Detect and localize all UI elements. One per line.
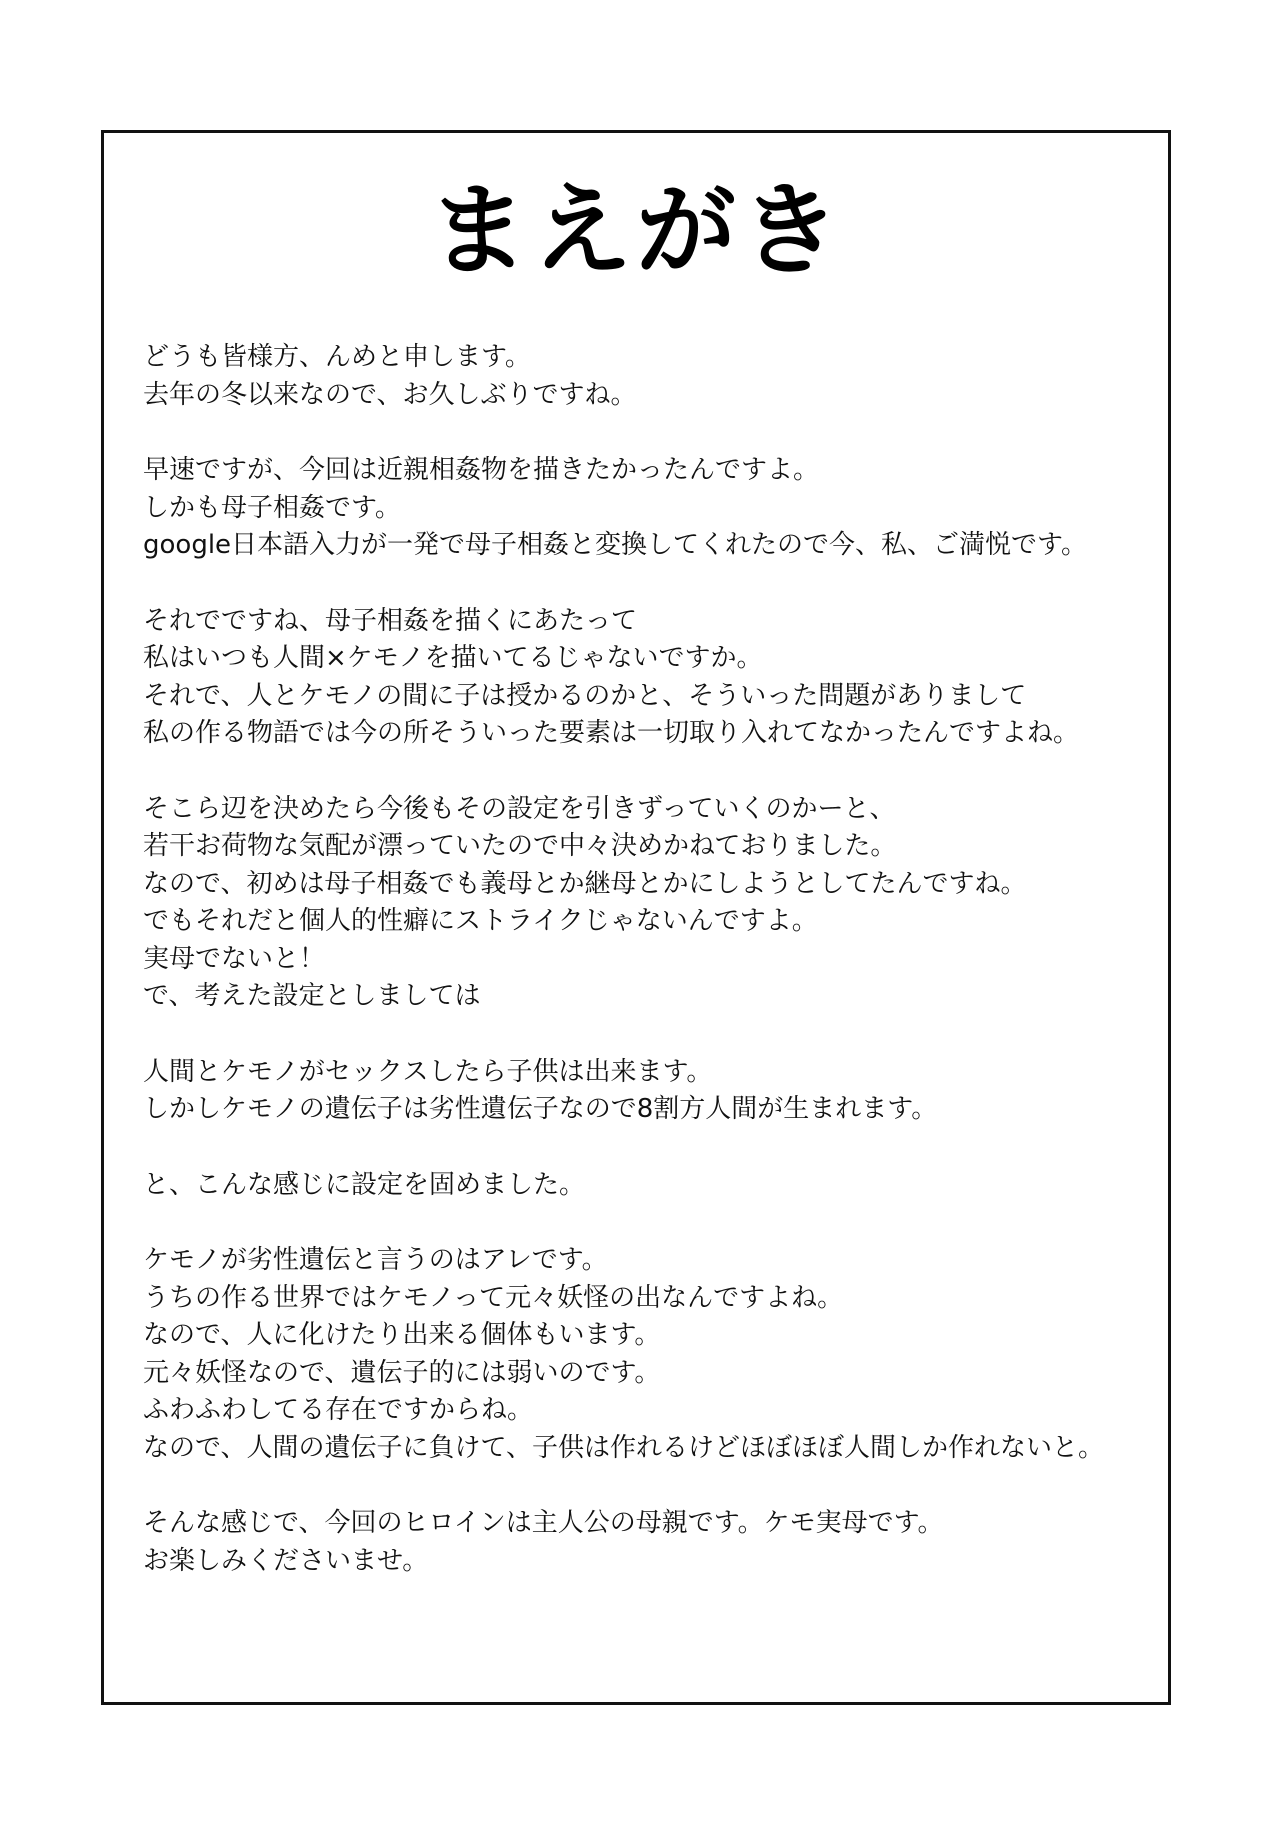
paragraph xyxy=(143,1054,1148,1129)
text-line: 早速ですが、今回は近親相姦物を描きたかったんですよ。 xyxy=(143,455,820,485)
paragraph xyxy=(143,603,1148,753)
text-line: どうも皆様方、んめと申します。 xyxy=(143,342,531,372)
text-line: 実母でないと！ xyxy=(143,943,326,974)
text-line: そこら辺を決めたら今後もその設定を引きずっていくのかーと、 xyxy=(143,793,896,824)
text-line: 去年の冬以来なので、お久しぶりですね。 xyxy=(143,379,637,410)
text-line: 人間とケモノがセックスしたら子供は出来ます。 xyxy=(143,1056,713,1087)
text-line: 私はいつも人間×ケモノを描いてるじゃないですか。 xyxy=(143,643,763,673)
text-frame xyxy=(101,130,1171,1705)
paragraph xyxy=(143,452,1148,565)
text-line: お楽しみくださいませ。 xyxy=(143,1545,429,1576)
text-line: google日本語入力が一発で母子相姦と変換してくれたので今、私、ご満悦です。 xyxy=(143,530,1087,560)
text-line: うちの作る世界ではケモノって元々妖怪の出なんですよね。 xyxy=(143,1282,844,1313)
text-line: それでですね、母子相姦を描くにあたって xyxy=(143,605,638,636)
text-line: 若干お荷物な気配が漂っていたので中々決めかねておりました。 xyxy=(143,831,897,861)
paragraph xyxy=(143,1167,1148,1205)
text-line: ふわふわしてる存在ですからね。 xyxy=(143,1395,534,1425)
text-line: でもそれだと個人的性癖にストライクじゃないんですよ。 xyxy=(143,906,818,936)
text-line: しかしケモノの遺伝子は劣性遺伝子なので8割方人間が生まれます。 xyxy=(143,1094,938,1124)
text-line: で、考えた設定としましては xyxy=(143,981,481,1011)
paragraph xyxy=(143,339,1148,414)
text-line: なので、人間の遺伝子に負けて、子供は作れるけどほぼほぼ人間しか作れないと。 xyxy=(143,1432,1104,1463)
text-line: しかも母子相姦です。 xyxy=(143,492,401,523)
paragraph xyxy=(143,791,1148,1016)
paragraph xyxy=(143,1505,1148,1580)
text-line: 私の作る物語では今の所そういった要素は一切取り入れてなかったんですよね。 xyxy=(143,718,1080,748)
text-line: それで、人とケモノの間に子は授かるのかと、そういった問題がありまして xyxy=(143,680,1027,711)
text-line: 元々妖怪なので、遺伝子的には弱いのです。 xyxy=(143,1357,661,1388)
page-title: まえがき xyxy=(428,172,844,289)
paragraph xyxy=(143,1242,1148,1467)
text-line: そんな感じで、今回のヒロインは主人公の母親です。ケモ実母です。 xyxy=(143,1508,944,1538)
text-line: なので、初めは母子相姦でも義母とか継母とかにしようとしてたんですね。 xyxy=(143,868,1027,899)
text-line: なので、人に化けたり出来る個体もいます。 xyxy=(143,1320,661,1350)
body-text xyxy=(143,339,1148,1618)
text-line: ケモノが劣性遺伝と言うのはアレです。 xyxy=(143,1245,608,1275)
text-line: と、こんな感じに設定を固めました。 xyxy=(143,1169,586,1200)
